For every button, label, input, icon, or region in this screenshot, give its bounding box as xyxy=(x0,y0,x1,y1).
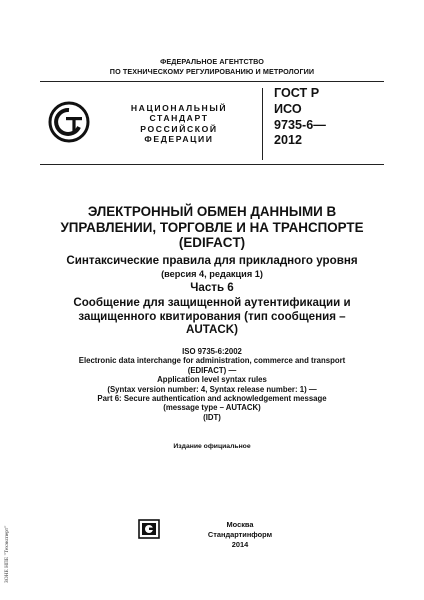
publisher-city: Москва xyxy=(226,520,254,529)
english-line: ISO 9735-6:2002 xyxy=(182,347,242,356)
standard-number-line: ГОСТ Р xyxy=(274,86,320,100)
national-standard-label xyxy=(100,103,258,145)
standard-number-line: 9735-6— xyxy=(274,117,326,132)
publisher-year: 2014 xyxy=(231,539,249,549)
edition-label: Издание официальное xyxy=(173,443,251,450)
document-subtitle: Синтаксические правила для прикладного уровня xyxy=(66,254,358,267)
english-line: (message type – AUTACK) xyxy=(163,403,261,413)
english-line: (Syntax version number: 4, Syntax release number: 1) — xyxy=(107,384,317,394)
part-title-line: защищенного квитирования (тип сообщения – xyxy=(78,309,346,323)
header-divider xyxy=(40,164,384,165)
vertical-divider xyxy=(262,88,263,160)
english-line: (EDIFACT) — xyxy=(187,365,237,375)
part-title-line: AUTACK) xyxy=(186,323,238,337)
agency-divider xyxy=(40,81,384,82)
english-line: Part 6: Secure authentication and acknowledgement message xyxy=(97,394,327,404)
document-title xyxy=(0,204,424,251)
title-line: ЭЛЕКТРОННЫЙ ОБМЕН ДАННЫМИ В xyxy=(87,204,337,219)
standard-number-line: ИСО xyxy=(274,101,302,116)
version-note: (версия 4, редакция 1) xyxy=(161,269,263,279)
part-title xyxy=(0,296,424,337)
national-standard-line: СТАНДАРТ xyxy=(149,113,209,124)
part-title-line: Сообщение для защищенной аутентификации и xyxy=(73,296,351,309)
english-line: (IDT) xyxy=(203,412,221,422)
gost-r-certification-mark-icon xyxy=(48,101,90,143)
agency-line-1: ФЕДЕРАЛЬНОЕ АГЕНТСТВО xyxy=(160,57,264,66)
publisher-name: Стандартинформ xyxy=(207,529,273,539)
standard-number xyxy=(274,86,326,149)
title-line: (EDIFACT) xyxy=(178,235,246,250)
national-standard-line: РОССИЙСКОЙ xyxy=(140,123,218,134)
part-number: Часть 6 xyxy=(190,281,234,294)
agency-header xyxy=(0,57,424,76)
english-line: Electronic data interchange for administration, commerce and transport xyxy=(78,356,346,366)
english-line: Application level syntax rules xyxy=(157,375,267,385)
publisher-block xyxy=(150,520,330,549)
side-watermark-text: ЗОНЕ НПЕ "Техэксперт" xyxy=(4,525,10,583)
english-title-block xyxy=(0,347,424,422)
standard-number-line: 2012 xyxy=(274,133,303,148)
agency-line-2: ПО ТЕХНИЧЕСКОМУ РЕГУЛИРОВАНИЮ И МЕТРОЛОГИИ xyxy=(109,66,315,76)
title-line: УПРАВЛЕНИИ, ТОРГОВЛЕ И НА ТРАНСПОРТЕ xyxy=(60,219,364,235)
national-standard-line: НАЦИОНАЛЬНЫЙ xyxy=(130,103,228,113)
national-standard-line: ФЕДЕРАЦИИ xyxy=(144,134,214,145)
